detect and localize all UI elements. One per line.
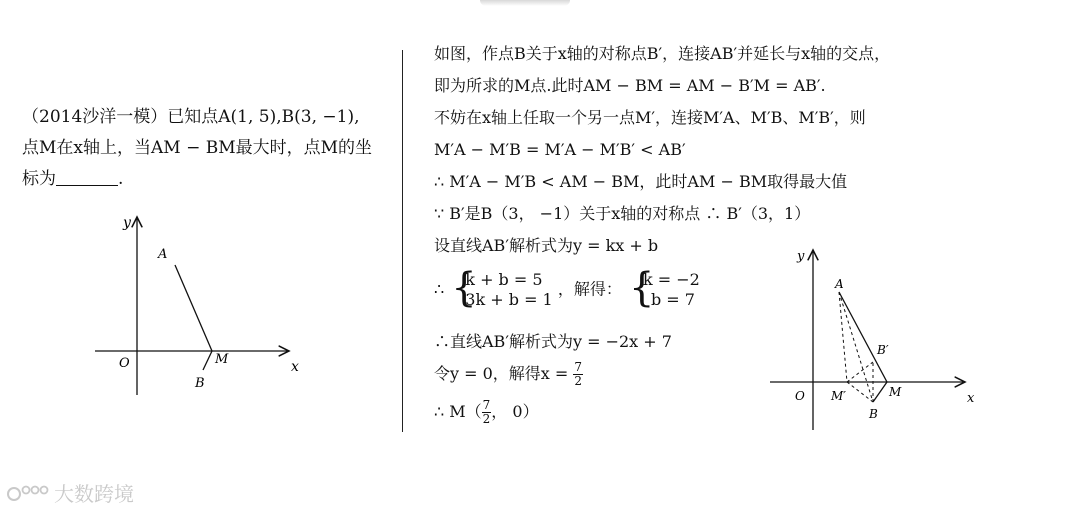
left-x-label: x: [291, 359, 299, 375]
row-11-suffix: ， 0）: [491, 402, 539, 421]
left-point-a-label: A: [158, 247, 168, 262]
left-segment-mb: [203, 351, 212, 370]
left-origin-label: O: [119, 356, 130, 371]
left-point-b-label: B: [195, 376, 205, 391]
right-segment-mpb-dashed: [847, 382, 873, 402]
watermark-text: 大数跨境: [54, 482, 134, 506]
problem-line-2: 点M在x轴上，当AM − BM最大时，点M的坐: [22, 138, 373, 158]
left-point-m-label: M: [215, 352, 229, 367]
right-point-mp-label: M′: [831, 389, 847, 403]
right-origin-label: O: [795, 389, 805, 403]
watermark-logo-icon: [6, 482, 50, 504]
figure-right: [765, 240, 980, 435]
therefore-symbol: ∴: [434, 279, 445, 299]
top-shadow: [480, 0, 570, 6]
right-point-m-label: M: [889, 385, 902, 399]
equation-system-1: [455, 270, 552, 310]
column-divider: [402, 50, 403, 432]
figure-left: [85, 205, 310, 405]
left-y-label: y: [123, 215, 131, 231]
right-x-label: x: [967, 391, 975, 406]
equation-system-2: [633, 270, 700, 310]
right-point-bp-label: B′: [877, 343, 889, 357]
row-10-text: 令y = 0，解得x =: [434, 364, 569, 383]
right-point-a-label: A: [835, 277, 844, 291]
watermark: [6, 478, 134, 507]
answer-blank: [56, 167, 118, 186]
eq1-line-a: { k + b = 5: [465, 270, 543, 289]
problem-line-3: [22, 164, 392, 195]
eq1-line-b: 3k + b = 1: [465, 290, 553, 309]
solve-label: ，解得：: [557, 279, 622, 299]
problem-statement: [22, 102, 392, 195]
fraction-m-denominator: 2: [482, 412, 491, 426]
solution-row-7: 设直线AB′解析式为y = kx + b: [434, 236, 659, 255]
row-11-prefix: ∴ M（: [434, 402, 482, 421]
solution-row-1: 如图，作点B关于x轴的对称点B′，连接AB′并延长与x轴的交点，: [434, 44, 891, 63]
solution-row-5: ∴ M′A − M′B < AM − BM，此时AM − BM取得最大值: [434, 172, 848, 191]
right-y-label: y: [797, 249, 805, 264]
fraction-numerator: 7: [574, 360, 583, 374]
solution-row-2: 即为所求的M点.此时AM − BM = AM − B′M = AB′.: [434, 76, 826, 95]
eq2-line-b: b = 7: [650, 290, 695, 309]
problem-line-1: （2014沙洋一模）已知点A(1, 5),B(3, −1),: [22, 107, 360, 127]
problem-line-3-suffix: .: [118, 169, 124, 189]
fraction-denominator: 2: [574, 374, 583, 388]
solution-row-3: 不妨在x轴上任取一个另一点M′，连接M′A、M′B、M′B′，则: [434, 108, 866, 127]
fraction-m-numerator: 7: [482, 398, 491, 412]
right-segment-mb: [873, 382, 887, 402]
solution-row-6: ∵ B′是B（3， −1）关于x轴的对称点 ∴ B′（3，1）: [434, 204, 811, 223]
right-point-b-label: B: [869, 407, 878, 421]
solution-row-4: M′A − M′B = M′A − M′B′ < AB′: [434, 140, 686, 159]
problem-line-3-prefix: 标为: [22, 169, 56, 189]
fraction-seven-halves: [573, 361, 583, 388]
left-segment-ab: [175, 265, 212, 351]
right-segment-mpbp-dashed: [847, 362, 873, 382]
fraction-m-x: [482, 399, 492, 426]
eq2-line-a: { k = −2: [642, 270, 700, 289]
solution-row-9: ∴直线AB′解析式为y = −2x + 7: [434, 332, 672, 351]
